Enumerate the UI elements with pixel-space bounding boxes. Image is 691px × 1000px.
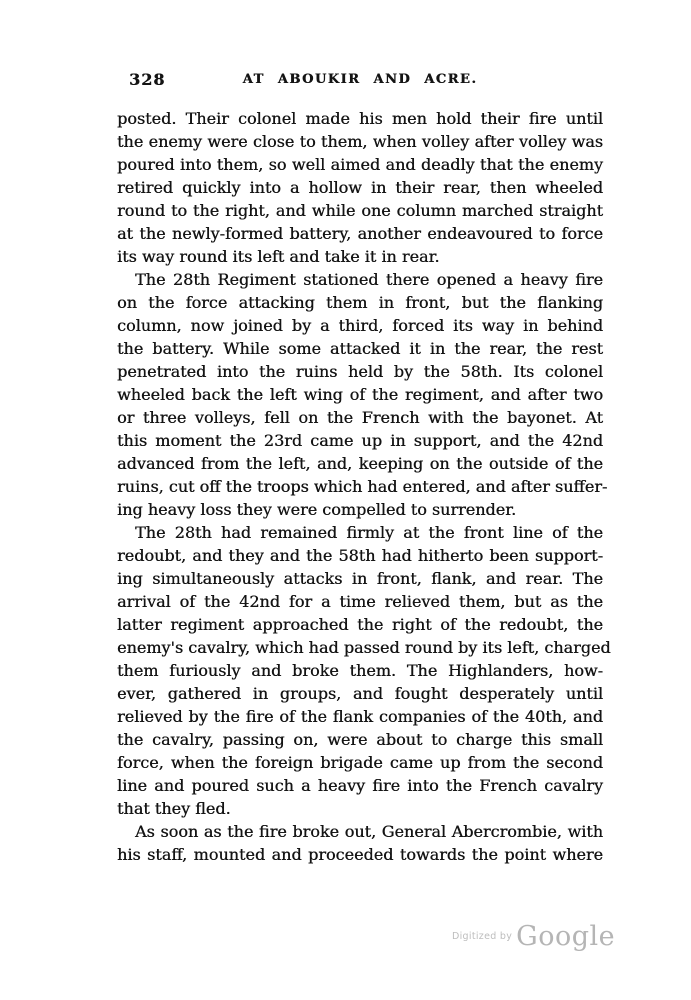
text-line: The 28th had remained firmly at the front line of the <box>135 523 603 542</box>
text-line: round to the right, and while one column marched straight <box>117 201 603 220</box>
text-line: on the force attacking them in front, but the flanking <box>117 293 603 312</box>
text-body <box>117 107 611 866</box>
running-header-title: AT ABOUKIR AND ACRE. <box>242 72 478 87</box>
text-line: his staff, mounted and proceeded towards the point where <box>117 845 603 864</box>
text-line: wheeled back the left wing of the regiment, and after two <box>117 385 603 404</box>
paragraph <box>117 521 611 820</box>
text-line: column, now joined by a third, forced its way in behind <box>117 316 603 335</box>
text-line: that they fled. <box>117 799 231 818</box>
paragraph <box>117 820 603 866</box>
page-number: 328 <box>129 70 166 89</box>
text-line: them furiously and broke them. The Highlanders, how- <box>117 661 603 680</box>
text-line: enemy's cavalry, which had passed round by its left, charged <box>117 638 611 657</box>
text-line: at the newly-formed battery, another endeavoured to force <box>117 224 603 243</box>
text-line: ruins, cut off the troops which had entered, and after suffer- <box>117 477 608 496</box>
text-line: The 28th Regiment stationed there opened a heavy fire <box>135 270 603 289</box>
text-line: its way round its left and take it in rear. <box>117 247 440 266</box>
text-line: ing heavy loss they were compelled to surrender. <box>117 500 517 519</box>
digitization-watermark <box>452 921 616 952</box>
text-line: penetrated into the ruins held by the 58th. Its colonel <box>117 362 603 381</box>
text-line: advanced from the left, and, keeping on the outside of the <box>117 454 603 473</box>
text-line: As soon as the fire broke out, General Abercrombie, with <box>135 822 603 841</box>
text-line: poured into them, so well aimed and deadly that the enemy <box>117 155 603 174</box>
text-line: latter regiment approached the right of the redoubt, the <box>117 615 603 634</box>
text-line: or three volleys, fell on the French with the bayonet. At <box>117 408 603 427</box>
paragraph <box>117 107 603 268</box>
text-line: the battery. While some attacked it in the rear, the rest <box>117 339 603 358</box>
text-line: force, when the foreign brigade came up from the second <box>117 753 603 772</box>
text-line: redoubt, and they and the 58th had hitherto been support- <box>117 546 603 565</box>
text-line: ing simultaneously attacks in front, flank, and rear. The <box>117 569 603 588</box>
text-line: arrival of the 42nd for a time relieved them, but as the <box>117 592 603 611</box>
text-line: the cavalry, passing on, were about to charge this small <box>117 730 603 749</box>
text-line: this moment the 23rd came up in support, and the 42nd <box>117 431 603 450</box>
text-line: ever, gathered in groups, and fought desperately until <box>117 684 603 703</box>
google-logo: Google <box>516 921 616 952</box>
watermark-prefix: Digitized by <box>452 931 513 942</box>
text-line: the enemy were close to them, when volley after volley was <box>117 132 603 151</box>
text-line: line and poured such a heavy fire into the French cavalry <box>117 776 603 795</box>
paragraph <box>117 268 608 521</box>
text-line: posted. Their colonel made his men hold their fire until <box>117 109 603 128</box>
running-header <box>117 70 603 92</box>
text-line: relieved by the fire of the flank companies of the 40th, and <box>117 707 603 726</box>
text-line: retired quickly into a hollow in their rear, then wheeled <box>117 178 603 197</box>
